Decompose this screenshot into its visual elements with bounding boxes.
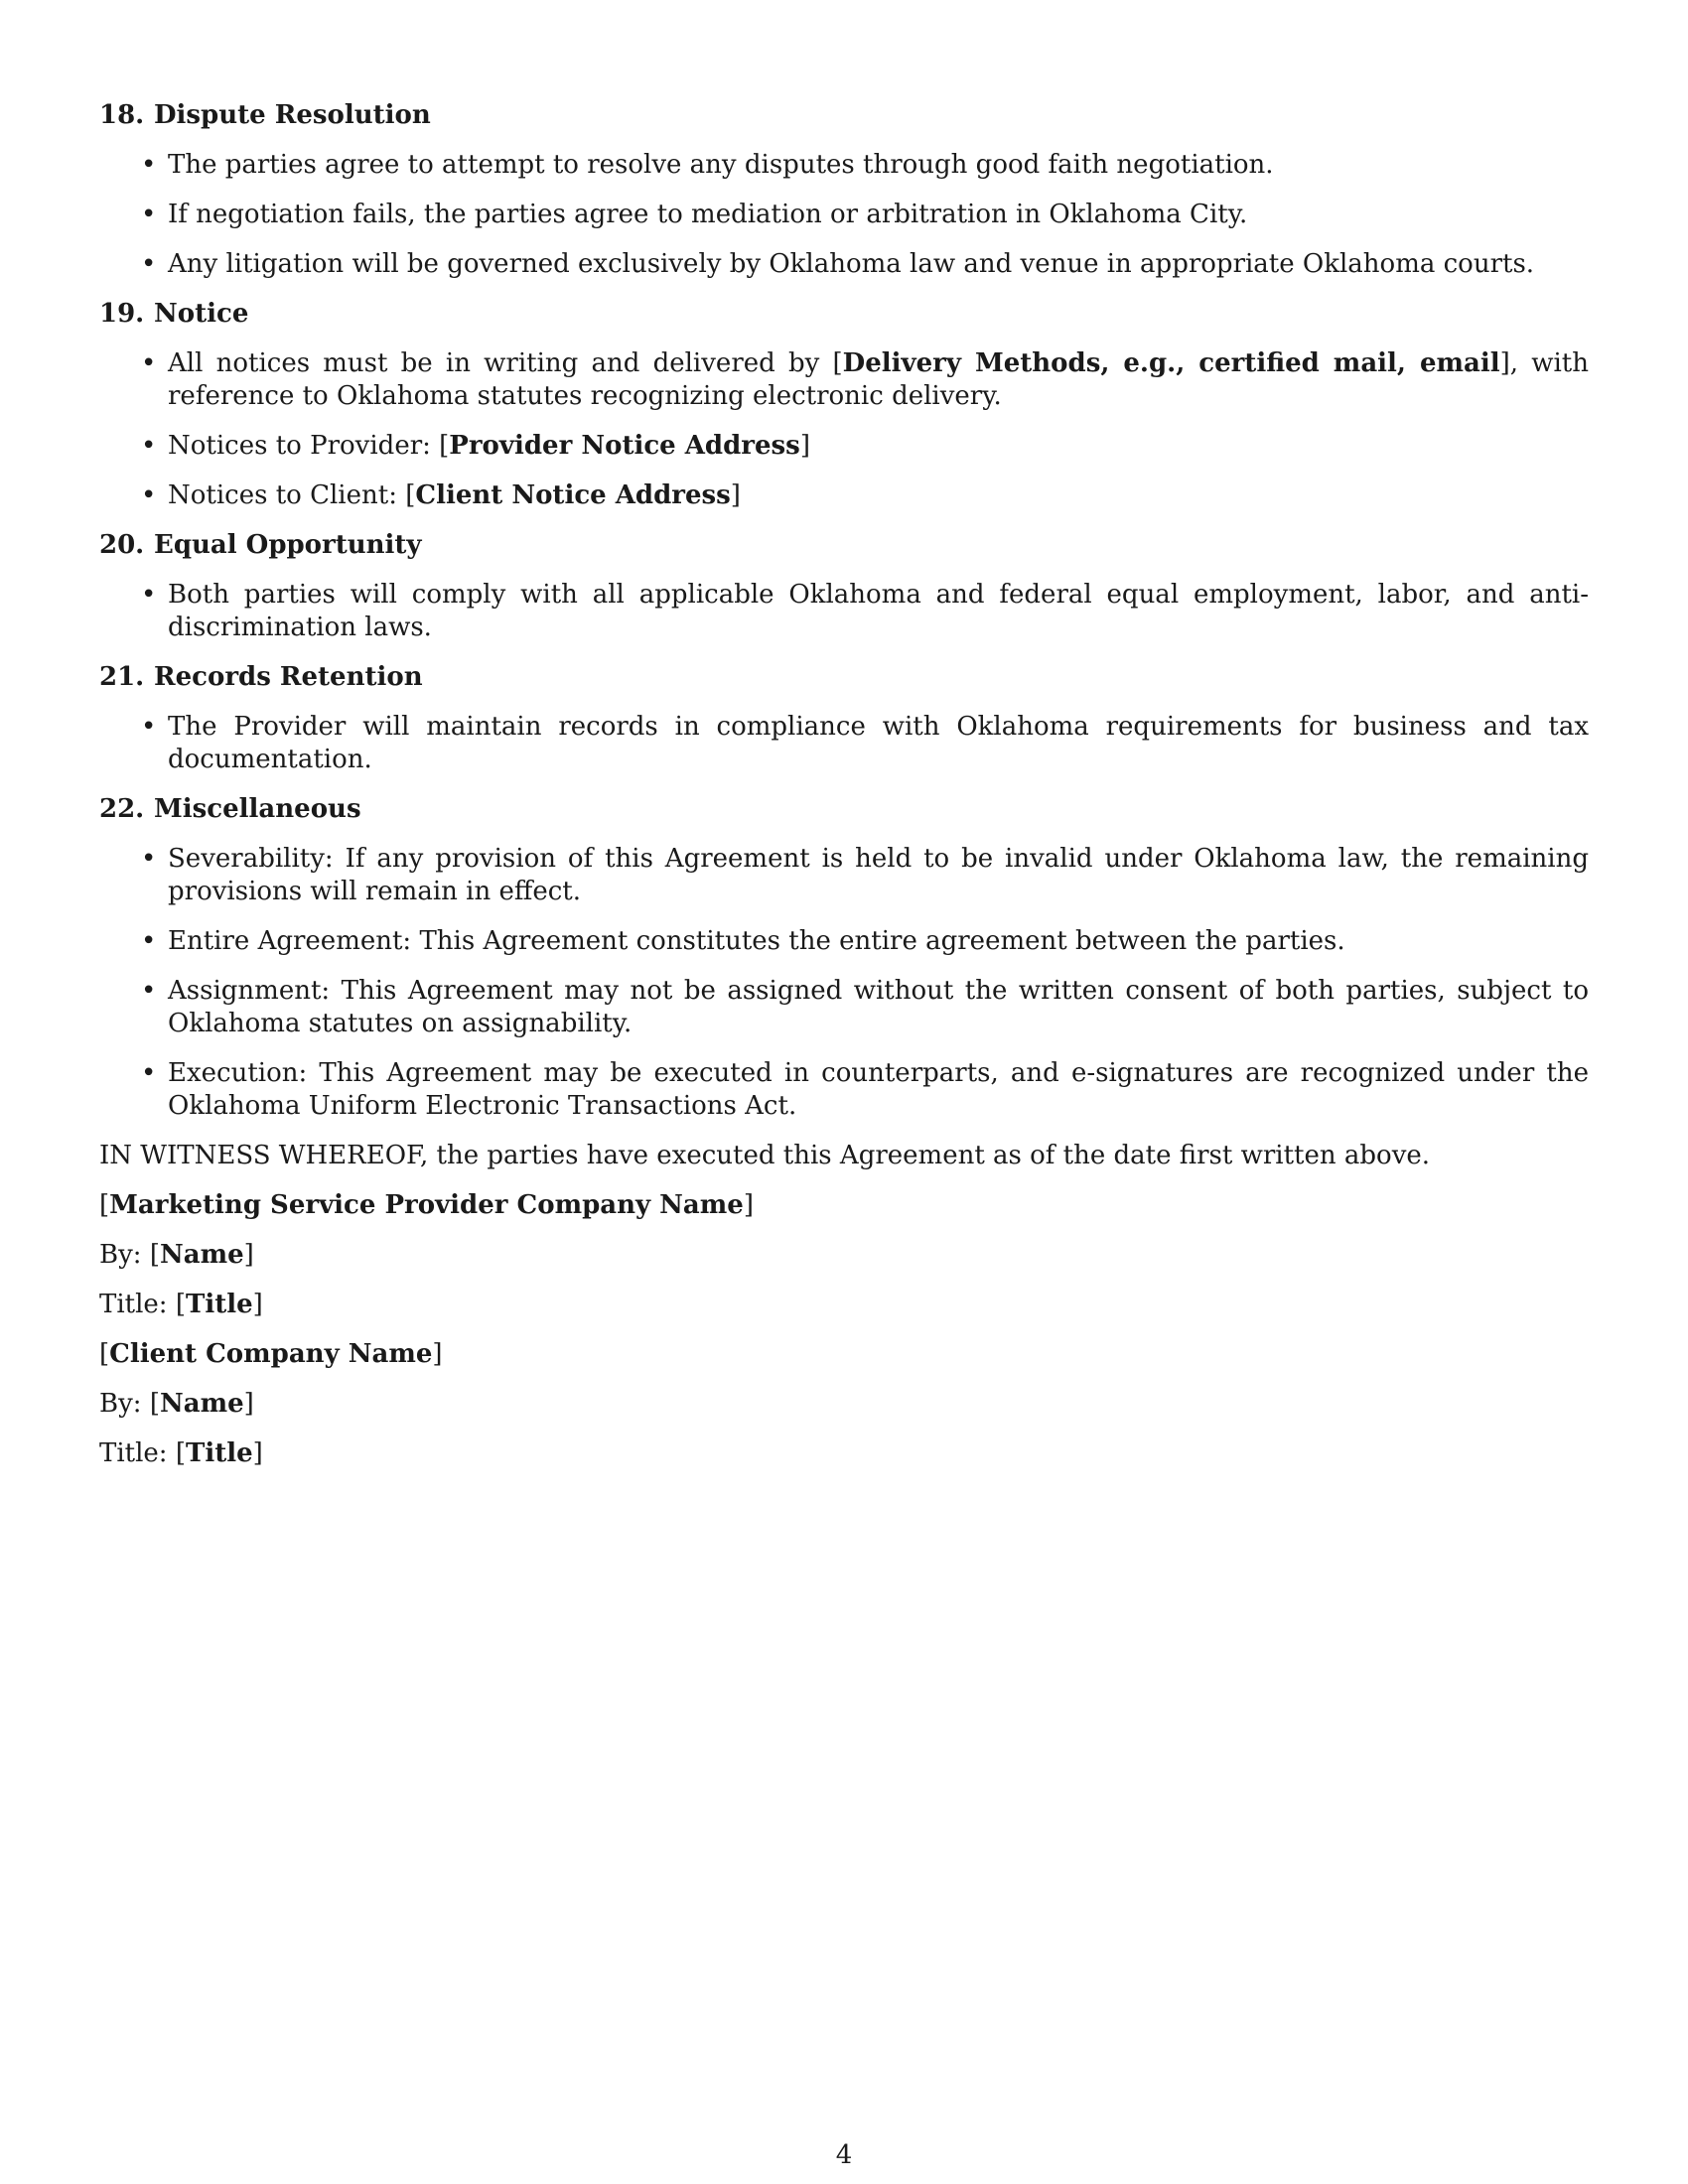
client-by-line: By: [Name]: [99, 1389, 254, 1419]
witness-statement: IN WITNESS WHEREOF, the parties have executed this Agreement as of the date first written above.: [99, 1141, 1431, 1170]
section-heading-records-retention: [99, 661, 1589, 694]
document-page: [99, 99, 1589, 1487]
provider-notice-address-placeholder: Provider Notice Address: [449, 431, 800, 461]
provider-title-placeholder: Title: [186, 1290, 253, 1319]
notice-provider-label: Notices to Provider: [: [168, 431, 450, 461]
section-heading-miscellaneous: [99, 793, 1589, 826]
delivery-methods-placeholder: Delivery Methods, e.g., certified mail, email: [842, 348, 1500, 378]
by-label: By:: [99, 1240, 142, 1270]
client-company-name: [Client Company Name]: [99, 1339, 443, 1369]
provider-title-line: Title: [Title]: [99, 1290, 263, 1319]
list-item: • The Provider will maintain records in compliance with Oklahoma requirements for business and tax documentation.: [99, 711, 1589, 776]
client-title-placeholder: Title: [186, 1438, 253, 1468]
section-number: 19.: [99, 299, 145, 329]
provider-name-placeholder: Name: [159, 1240, 244, 1270]
section-heading-dispute-resolution: [99, 99, 1589, 132]
list-item: • Execution: This Agreement may be executed in counterparts, and e-signatures are recognized under the Oklahoma Uniform Electronic Transactions Act.: [99, 1057, 1589, 1123]
bracket-close: ]: [799, 431, 810, 461]
section-heading-equal-opportunity: [99, 529, 1589, 562]
section-title: Records Retention: [154, 662, 423, 692]
page-number: 4: [835, 2140, 853, 2170]
list-item: [99, 347, 1589, 413]
list-item: • Assignment: This Agreement may not be assigned without the written consent of both parties, subject to Oklahoma statutes on assignability.: [99, 975, 1589, 1040]
client-name-placeholder: Name: [159, 1389, 244, 1419]
bracket-close: ]: [730, 480, 741, 510]
list-item: • Any litigation will be governed exclusively by Oklahoma law and venue in appropriate Oklahoma courts.: [99, 248, 1589, 281]
section-title: Dispute Resolution: [154, 100, 431, 130]
list-item: [99, 479, 1589, 512]
equal-opportunity-list: [99, 579, 1589, 644]
section-number: 18.: [99, 100, 145, 130]
list-item: [99, 430, 1589, 463]
provider-company-name: [Marketing Service Provider Company Name]: [99, 1190, 754, 1220]
provider-company-placeholder: Marketing Service Provider Company Name: [109, 1190, 744, 1220]
client-notice-address-placeholder: Client Notice Address: [415, 480, 731, 510]
section-title: Notice: [154, 299, 249, 329]
list-item: • The parties agree to attempt to resolve any disputes through good faith negotiation.: [99, 149, 1589, 182]
client-title-line: Title: [Title]: [99, 1438, 263, 1468]
list-item: • Both parties will comply with all applicable Oklahoma and federal equal employment, labor, and anti-discrimination laws.: [99, 579, 1589, 644]
section-number: 21.: [99, 662, 145, 692]
dispute-resolution-list: [99, 149, 1589, 281]
section-title: Miscellaneous: [154, 794, 361, 824]
provider-by-line: By: [Name]: [99, 1240, 254, 1270]
records-retention-list: [99, 711, 1589, 776]
section-number: 22.: [99, 794, 145, 824]
notice-list: [99, 347, 1589, 512]
miscellaneous-list: [99, 843, 1589, 1123]
list-item: • If negotiation fails, the parties agree to mediation or arbitration in Oklahoma City.: [99, 199, 1589, 231]
title-label: Title:: [99, 1438, 168, 1468]
notice-delivery-text-end: ], with reference to Oklahoma statutes recognizing electronic delivery.: [168, 348, 1589, 411]
title-label: Title:: [99, 1290, 168, 1319]
section-title: Equal Opportunity: [154, 530, 422, 560]
client-company-placeholder: Client Company Name: [109, 1339, 433, 1369]
notice-delivery-text: All notices must be in writing and delivered by [: [168, 348, 843, 378]
notice-client-label: Notices to Client: [: [168, 480, 416, 510]
list-item: • Severability: If any provision of this Agreement is held to be invalid under Oklahoma law, the remaining provisions will remain in effect.: [99, 843, 1589, 908]
section-number: 20.: [99, 530, 145, 560]
list-item: • Entire Agreement: This Agreement constitutes the entire agreement between the parties.: [99, 925, 1589, 958]
by-label: By:: [99, 1389, 142, 1419]
section-heading-notice: [99, 298, 1589, 331]
